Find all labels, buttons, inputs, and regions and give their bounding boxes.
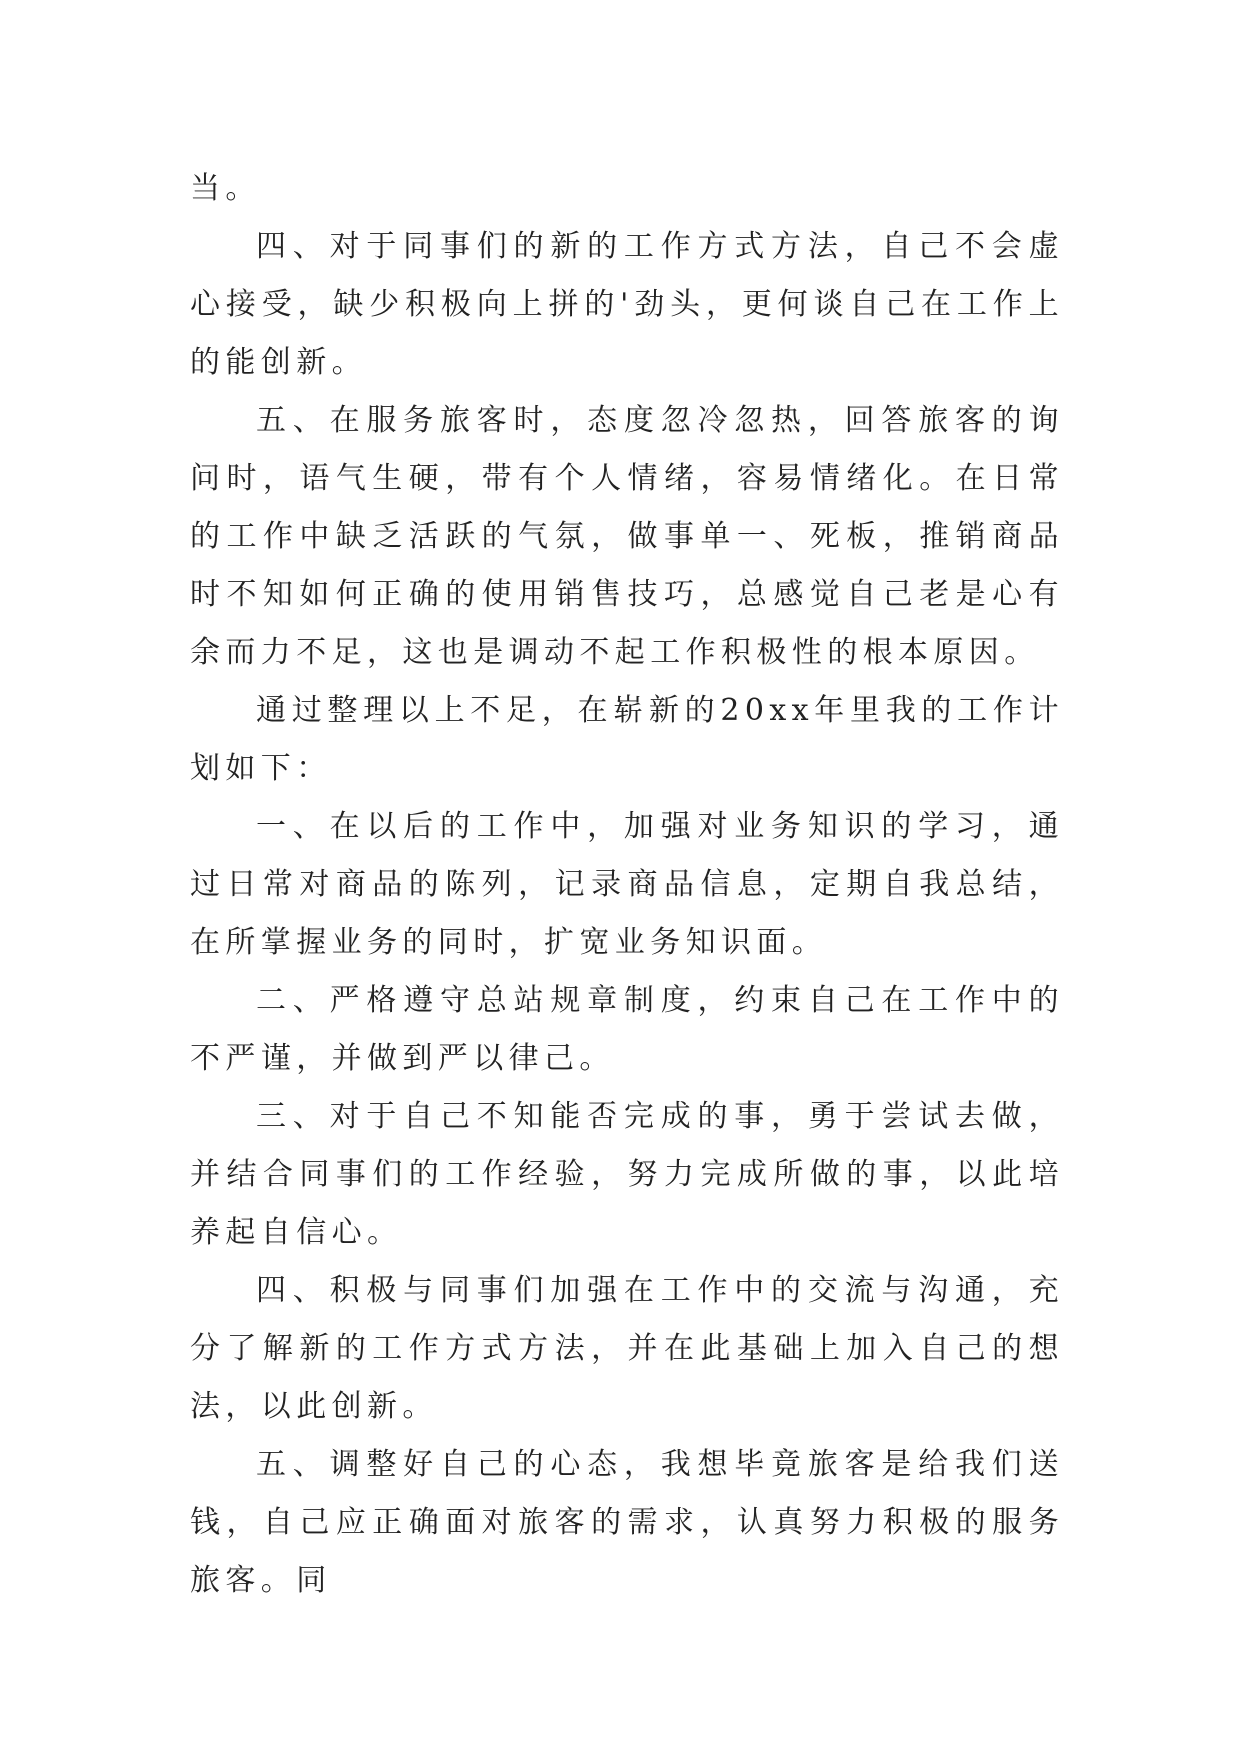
document-body — [190, 160, 1064, 1610]
paragraph: 五、调整好自己的心态，我想毕竟旅客是给我们送钱，自己应正确面对旅客的需求，认真努力积极的服务旅客。同 — [190, 1447, 1064, 1598]
paragraph: 二、严格遵守总站规章制度，约束自己在工作中的不严谨，并做到严以律己。 — [190, 983, 1064, 1076]
paragraph: 四、对于同事们的新的工作方式方法，自己不会虚心接受，缺少积极向上拼的'劲头，更何谈自己在工作上的能创新。 — [190, 229, 1064, 380]
paragraph: 四、积极与同事们加强在工作中的交流与沟通，充分了解新的工作方式方法，并在此基础上加入自己的想法，以此创新。 — [190, 1273, 1064, 1424]
paragraph: 一、在以后的工作中，加强对业务知识的学习，通过日常对商品的陈列，记录商品信息，定期自我总结，在所掌握业务的同时，扩宽业务知识面。 — [190, 809, 1064, 960]
paragraph: 五、在服务旅客时，态度忽冷忽热，回答旅客的询问时，语气生硬，带有个人情绪，容易情绪化。在日常的工作中缺乏活跃的气氛，做事单一、死板，推销商品时不知如何正确的使用销售技巧，总感觉自己老是心有余而力不足，这也是调动不起工作积极性的根本原因。 — [190, 403, 1064, 670]
paragraph: 三、对于自己不知能否完成的事，勇于尝试去做，并结合同事们的工作经验，努力完成所做的事，以此培养起自信心。 — [190, 1099, 1064, 1250]
paragraph: 通过整理以上不足，在崭新的20xx年里我的工作计划如下： — [190, 693, 1064, 786]
paragraph: 当。 — [190, 171, 261, 206]
